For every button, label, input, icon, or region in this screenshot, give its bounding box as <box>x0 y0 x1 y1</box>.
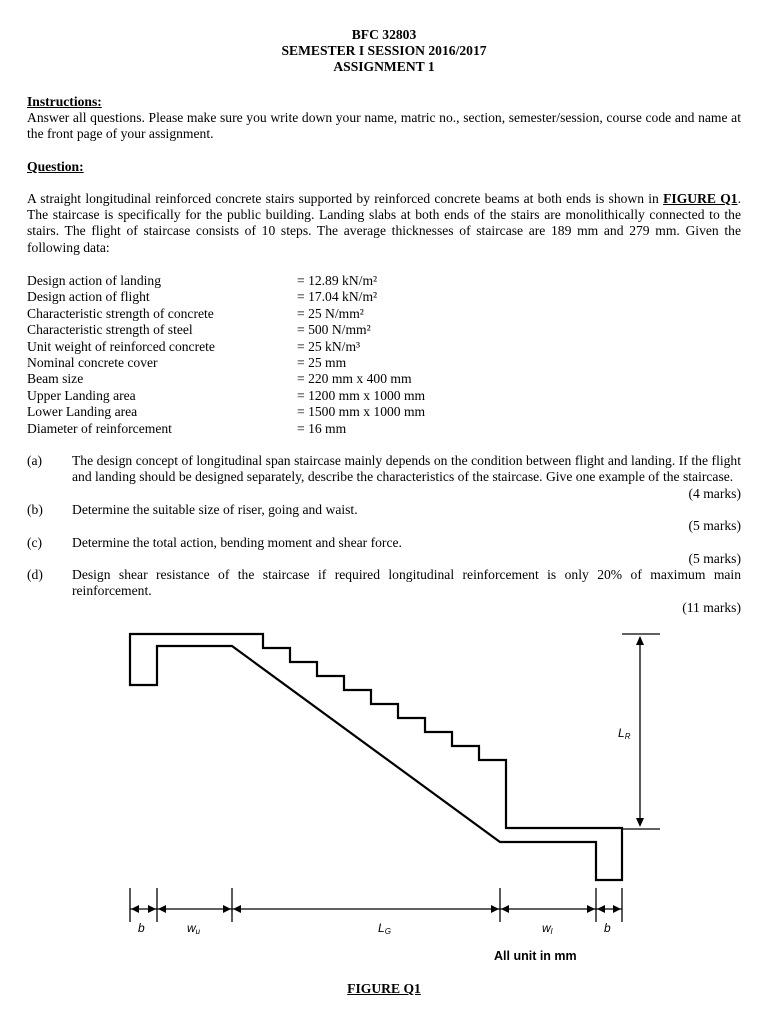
horizontal-dimension-chain <box>130 888 622 922</box>
staircase-outline <box>130 634 622 880</box>
question-marks: (4 marks) <box>688 486 741 501</box>
figure-caption: FIGURE Q1 <box>347 981 421 996</box>
data-label: Upper Landing area <box>27 387 136 403</box>
arrowhead <box>636 636 644 645</box>
question-marks: (5 marks) <box>688 551 741 566</box>
figure-reference: FIGURE Q1 <box>663 191 738 206</box>
question-text: Determine the total action, bending moment and shear force. <box>72 535 402 550</box>
data-value: = 220 mm x 400 mm <box>297 371 412 387</box>
question-text: Determine the suitable size of riser, going and waist. <box>72 502 358 517</box>
label-wl: wl <box>542 921 553 936</box>
course-code: BFC 32803 <box>351 27 417 42</box>
data-value: = 25 kN/m³ <box>297 338 361 354</box>
data-value: = 16 mm <box>297 420 347 436</box>
label-b-left: b <box>138 921 145 935</box>
data-value: = 12.89 kN/m² <box>297 273 378 288</box>
question-letter: (c) <box>27 535 43 550</box>
question-marks: (11 marks) <box>682 600 741 615</box>
units-note: All unit in mm <box>494 949 577 963</box>
label-lg: LG <box>378 921 391 936</box>
label-b-right: b <box>604 921 611 935</box>
data-value: = 25 mm <box>297 355 347 370</box>
data-label: Diameter of reinforcement <box>27 420 172 436</box>
question-heading-text: Question: <box>27 159 84 174</box>
intro-before: A straight longitudinal reinforced concrete stairs supported by reinforced concrete beams at both ends is shown in <box>27 191 664 206</box>
instructions-text: Answer all questions. Please make sure you write down your name, matric no., section, semester/session, course code and name at the front page of your assignment. <box>27 110 741 142</box>
arrowhead <box>636 818 644 827</box>
data-value: = 1500 mm x 1000 mm <box>297 404 426 420</box>
data-value: = 1200 mm x 1000 mm <box>297 387 426 403</box>
semester-session: SEMESTER I SESSION 2016/2017 <box>281 43 487 58</box>
label-lr: LR <box>618 726 631 741</box>
data-label: Nominal concrete cover <box>27 355 158 370</box>
data-label: Unit weight of reinforced concrete <box>27 338 215 354</box>
instructions-heading: Instructions: <box>27 94 102 109</box>
question-letter: (b) <box>27 502 43 517</box>
data-label: Characteristic strength of steel <box>27 322 193 338</box>
data-value: = 25 N/mm² <box>297 305 364 321</box>
data-value: = 500 N/mm² <box>297 322 371 338</box>
data-label: Characteristic strength of concrete <box>27 305 214 321</box>
data-label: Design action of flight <box>27 289 150 305</box>
question-letter: (a) <box>27 453 43 468</box>
question-text: Design shear resistance of the staircase if required longitudinal reinforcement is only 20% of maximum main reinforcement. <box>72 567 741 599</box>
data-label: Design action of landing <box>27 273 162 288</box>
intro-after: . The staircase is specifically for the public building. Landing slabs at both ends of the stairs are monolithically connected to the stairs. The flight of staircase consists of 10 steps. The average thicknesses of staircase are 189 mm and 279 mm. Given the following data: <box>27 191 741 255</box>
assignment-title: ASSIGNMENT 1 <box>333 59 435 74</box>
question-marks: (5 marks) <box>688 518 741 533</box>
label-wu: wu <box>187 921 201 936</box>
data-label: Lower Landing area <box>27 404 138 420</box>
data-label: Beam size <box>27 371 84 387</box>
question-letter: (d) <box>27 567 43 582</box>
question-text: The design concept of longitudinal span staircase mainly depends on the condition between flight and landing. If the flight and landing should be designed separately, describe the characteristics of the staircase. Give one example of the staircase. <box>72 453 741 485</box>
data-value: = 17.04 kN/m² <box>297 289 378 305</box>
